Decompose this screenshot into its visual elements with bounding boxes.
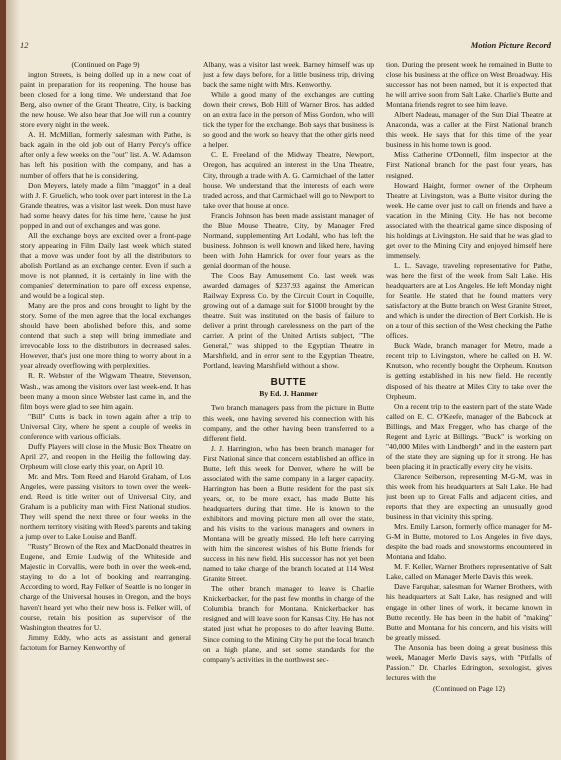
paragraph: Mrs. Emily Larson, formerly office manager for M-G-M in Butte, motored to Los Angeles in five days, despite the bad roads and snowstorms encountered in Montana and Idaho. [386,522,552,562]
paragraph: The Ansonia has been doing a great business this week, Manager Merle Davis says, with "Pitfalls of Passion." Dr. Charles Edrington, sexologist, gives lectures with the [386,642,552,682]
column-left [20,60,191,745]
paragraph: J. J. Harrington, who has been branch manager for First National since that concern established an office in Butte, left this week for Denver, where he will be associated with the same company in a larger capacity. Harrington has been a Butte resident for the past six years, or, to be more exact, has made Butte his headquarters during that time. He is known to the exhibitors and moving picture men all over the state, and his visits to the various managers and owners in Montana will be greatly missed. He left here carrying with him the sincerest wishes of his Butte friends for success in his new field. His successor has not yet been named to take charge of the branch located at 114 West Granite Street. [203,443,374,584]
spine-shadow [6,0,20,760]
magazine-page [6,0,561,760]
page-number: 12 [20,40,29,50]
paragraph: The other branch manager to leave is Charlie Knickerbacker, for the past few months in charge of the Columbia branch for Montana. Knickerbacker has resigned and will leave soon for Kansas City. He has not stated just what he proposes to do after leaving Butte. Since coming to the Mining City he put the local branch on a high plane, and set some standards for the company's activities in the northwest sec- [203,584,374,664]
paragraph: Jimmy Eddy, who acts as assistant and general factotum for Barney Kenworthy of [20,632,191,652]
paragraph: Dave Farquhar, salesman for Warner Brothers, with his headquarters at Salt Lake, has resigned and will engage in other lines of work, it became known in Butte recently. He has been in the habit of "making" Butte and Montana for his concern, and his visits will be greatly missed. [386,582,552,642]
paragraph: Miss Catherine O'Donnell, film inspector at the First National branch for the past four years, has resigned. [386,150,552,180]
paragraph: M. F. Keller, Warner Brothers representative of Salt Lake, called on Manager Merle Davis this week. [386,562,552,582]
paragraph: The Coos Bay Amusement Co. last week was awarded damages of $237.93 against the American Railway Express Co. by the Circuit Court in Coquille, growing out of a damage suit for $1000 brought by the theatre. Suit was instituted on the basis of failure to deliver a print through carelessness on the part of the carrier. A print of the United Artists subject, "The General," was shipped to the Egyptian Theatre in Marshfield, and in error sent to the Egyptian Theatre, Portland, leaving Marshfield without a show. [203,270,374,371]
paragraph: Albert Nadeau, manager of the Sun Dial Theatre at Anaconda, was a caller at the First National branch this week. He says that for this time of the year business in his home town is good. [386,110,552,150]
paragraph: Albany, was a visitor last week. Barney himself was up just a few days before, for a little business trip, driving back the same night with Mrs. Kenworthy. [203,60,374,90]
continued-from-note: (Continued on Page 9) [71,60,140,69]
paragraph: Buck Wade, branch manager for Metro, made a recent trip to Livingston, where he called on H. W. Knutson, who recently bought the Orpheum. Knutson is getting established in his new field. He recently disposed of his theatre at Miles City to take over the Orpheum. [386,341,552,401]
paragraph: Mr. and Mrs. Tom Reed and Harold Graham, of Los Angeles, were passing visitors to town over the week-end. Reed is title writer out of Universal City, and Graham is a publicity man with First National studios. They will spend the next three or four weeks in the northern territory visiting with Reed's parents and taking a jump over to Lake Louise and Banff. [20,471,191,542]
paragraph: Francis Johnson has been made assistant manager of the Blue Mouse Theatre, City, by Manager Fred Normand, supplementing Art Lodahl, who has left the business. Johnson is well known and liked here, having been with John Hamrick for over four years as the genial doorman of the house. [203,210,374,270]
paragraph: Duffy Players will close in the Music Box Theatre on April 27, and reopen in the Heilig the following day. Orpheum will close early this year, on April 10. [20,441,191,471]
section-heading: BUTTE [270,377,307,389]
paragraph: L. L. Savage, traveling representative for Pathe, was here the first of the week from Salt Lake. His headquarters are at Los Angeles. He left Monday night for Seattle. He stated that he found matters very satisfactory at the Butte branch on West Granite Street, and which is under the direction of Bert Corkish. He is on a tour of this section of the West checking the Pathe offices. [386,260,552,341]
magazine-title: Motion Picture Record [470,40,551,50]
column-right [386,60,552,745]
paragraph: A. H. McMillan, formerly salesman with Pathe, is back again in the old job out of Harry Percy's office after only a few weeks on the "out" list. A. W. Adamson has left his position with the company, and has a number of offers that he is considering. [20,130,191,180]
paragraph: While a good many of the exchanges are cutting down their crews, Bob Hill of Warner Bros. has added on an extra face in the person of Miss Gordon, who will tick the typer for the exchange. Bob says that business is so good and the work so heavy that the other girls need a helper. [203,90,374,150]
paragraph: On a recent trip to the eastern part of the state Wade called on E. C. O'Keefe, manager of the Babcock at Billings, and Max Fregger, who has charge of the Regent and Lyric at Billings. "Buck" is working on "40,000 Miles with Lindbergh" and in the eastern part of the state they are signing up for it strong. He has been placing it in practically every city he visits. [386,401,552,471]
continued-on-note: (Continued on Page 12) [433,683,505,693]
paragraph: Clarence Seiberson, representing M-G-M, was in this week from his headquarters at Salt Lake. He had just been up to Great Falls and adjacent cities, and reports that they are expecting an unusually good business in that vicinity this spring. [386,471,552,522]
paragraph: tion. During the present week he remained in Butte to close his business at the office on West Broadway. His successor has not been named, but it is expected that he will arrive soon from Salt Lake. Charlie's Butte and Montana friends regret to see him leave. [386,60,552,110]
paragraph: Many are the pros and cons brought to light by the story. Some of the men agree that the local exchanges should have been abolished before this, and some contend that such a step will bring immediate and irrevocable loss to the distributors in decreased sales. However, that's just one more thing to worry about in a year already overflowing with perplexities. [20,301,191,371]
paragraph: All the exchange boys are excited over a front-page story appearing in Film Daily last week which stated that a move was under foot by all the distributors to abolish Portland as an exchange center. Even if such a move is not planned, it is certainly in line with the companies' determination to pare off excess expense, and would be a logical step. [20,230,191,301]
paragraph: "Rusty" Brown of the Rex and MacDonald theatres in Eugene, and Ernie Ludwig of the Whiteside and Majestic in Corvallis, were both in over the week-end, staying to do a lot of booking and rearranging. According to word, Ray Felker of Seattle is no longer in charge of the Universal houses in Oregon, and the boys haven't heard yet who their new boss is. Felker will, of course, retain his position as supervisor of the Washington theatres for U. [20,542,191,632]
paragraph: Don Meyers, lately made a film "maggot" in a deal with J. F. Gruelich, who took over part interest in the La Grande theatres, was a visitor last week. Don must have had some heavy dates for his time here, 'cause he just popped in and out of exchanges and was gone. [20,180,191,230]
section-byline: By Ed. J. Hanmer [259,389,318,399]
paragraph: Howard Haight, former owner of the Orpheum Theatre at Livingston, was a Butte visitor during the week. He came over just to call on friends and have a vacation in the Mining City. He has not become associated with the theatrical game since disposing of his holdings at Livingston. He said that he was glad to get over to the Mining City and enjoyed himself here immensely. [386,180,552,260]
page-header [20,40,551,52]
paragraph: C. E. Freeland of the Midway Theatre, Newport, Oregon, has acquired an interest in the Una Theatre, City, through a trade with A. G. Carmichael of the latter house. We understand that the interests of each were traded across, and that Carmichael will go to Newport to take over that house at once. [203,150,374,210]
paragraph: ington Streets, is being dolled up in a new coat of paint in preparation for its reopening. The house has been closed for a long time. We understand that Joe Berg, also owner of the Grant Theatre, City, is backing the new house. We also hear that Joe will run a country store every night in the week. [20,70,191,130]
paragraph: R. R. Webster of the Wigwam Theatre, Stevenson, Wash., was among the visitors over last week-end. It has been many a moon since Webster last came in, and the film boys were glad to see him again. [20,371,191,411]
paragraph: "Bill" Cutts is back in town again after a trip to Universal City, where he spent a couple of weeks in conference with various officials. [20,411,191,441]
column-middle [203,60,374,745]
paragraph: Two branch managers pass from the picture in Butte this week, one having severed his connection with his company, and the other having been transferred to a different field. [203,403,374,443]
